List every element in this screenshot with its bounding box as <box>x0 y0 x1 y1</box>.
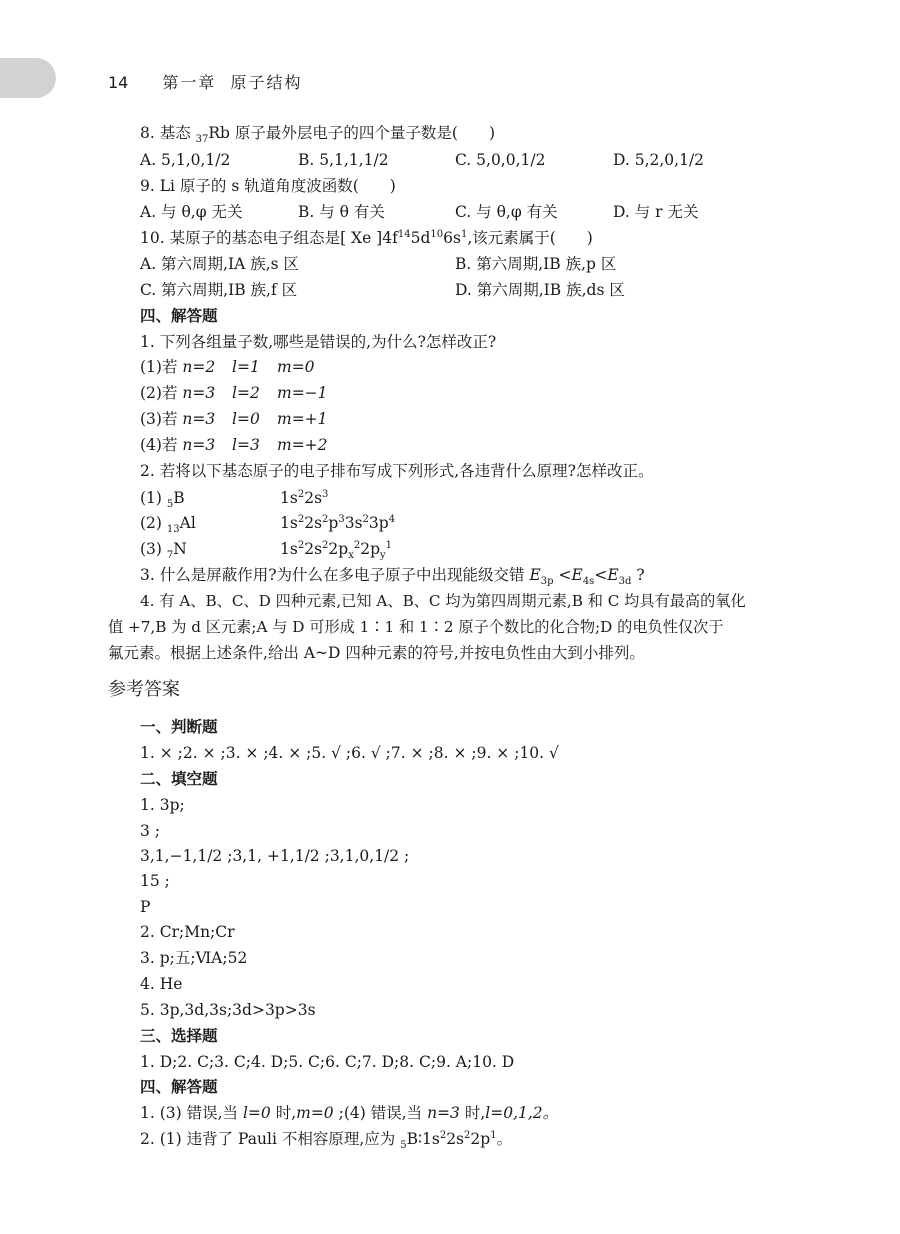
answers-section-3-title: 三、选择题 <box>140 1027 218 1045</box>
option-d: D. 5,2,0,1/2 <box>613 151 705 169</box>
essay-q4-line-1: 4. 有 A、B、C、D 四种元素,已知 A、B、C 均为第四周期元素,B 和 C 均具有最高的氧化 <box>140 592 746 610</box>
answers-section-2-title: 二、填空题 <box>140 770 218 788</box>
option-a: A. 5,1,0,1/2 <box>140 151 231 169</box>
question-8-stem: 8. 基态 $_{37}$Rb 原子最外层电子的四个量子数是( ) <box>140 124 496 146</box>
answers-title: 参考答案 <box>108 679 180 700</box>
answers-section-4-line-1: 1. (3) 错误,当 l=0 时,m=0 ;(4) 错误,当 n=3 时,l=0,1,2。 <box>140 1104 559 1122</box>
essay-q1-item-2: (2)若 n=3 l=2 m=−1 <box>140 384 328 402</box>
answers-section-4-line-2: 2. (1) 违背了 Pauli 不相容原理,应为 $_5B∶1s^22s^22p^1$。 <box>140 1129 513 1152</box>
option-d: D. 第六周期,ⅠB 族,ds 区 <box>455 281 625 299</box>
option-a: A. 第六周期,ⅠA 族,s 区 <box>140 255 300 273</box>
essay-q4-line-2: 值 +7,B 为 d 区元素;A 与 D 可形成 1∶1 和 1∶2 原子个数比的化合物;D 的电负性仅次于 <box>108 618 724 636</box>
section-4-title: 四、解答题 <box>140 307 218 325</box>
question-9-stem: 9. Li 原子的 s 轨道角度波函数( ) <box>140 177 396 195</box>
essay-q4-line-3: 氟元素。根据上述条件,给出 A~D 四种元素的符号,并按电负性由大到小排列。 <box>108 644 645 662</box>
option-c: C. 5,0,0,1/2 <box>455 151 546 169</box>
answers-section-2-line: P <box>140 898 151 916</box>
essay-q2-item-3: (3) $_7$N $1s^22s^22p_x^22p_y^1$ <box>140 539 393 562</box>
essay-q1-item-3: (3)若 n=3 l=0 m=+1 <box>140 410 328 428</box>
option-b: B. 第六周期,ⅠB 族,p 区 <box>455 255 617 273</box>
essay-q2-item-1: (1) $_5$B $1s^22s^3$ <box>140 488 329 511</box>
answers-section-3-line: 1. D;2. C;3. C;4. D;5. C;6. C;7. D;8. C;9. A;10. D <box>140 1053 515 1071</box>
answers-section-2-line: 2. Cr;Mn;Cr <box>140 923 235 941</box>
option-a: A. 与 θ,φ 无关 <box>140 203 243 221</box>
essay-q1-item-1: (1)若 n=2 l=1 m=0 <box>140 358 315 376</box>
option-d: D. 与 r 无关 <box>613 203 699 221</box>
option-c: C. 与 θ,φ 有关 <box>455 203 558 221</box>
answers-section-2-line: 5. 3p,3d,3s;3d>3p>3s <box>140 1001 316 1019</box>
essay-q1-item-4: (4)若 n=3 l=3 m=+2 <box>140 436 328 454</box>
answers-section-2-line: 3,1,−1,1/2 ;3,1, +1,1/2 ;3,1,0,1/2 ; <box>140 847 410 865</box>
essay-q1-stem: 1. 下列各组量子数,哪些是错误的,为什么?怎样改正? <box>140 333 497 351</box>
answers-section-2-line: 15 ; <box>140 872 170 890</box>
chapter-title: 第一章 原子结构 <box>162 73 303 92</box>
answers-section-2-line: 4. He <box>140 975 183 993</box>
essay-q3: 3. 什么是屏蔽作用?为什么在多电子原子中出现能级交错 $E_{3p} <E_{4s}<E_{3d}$ ? <box>140 566 645 588</box>
chapter-tab-marker <box>0 58 56 98</box>
answers-section-4-title: 四、解答题 <box>140 1078 218 1096</box>
answers-section-2-line: 3. p;五;ⅥA;52 <box>140 949 248 967</box>
answers-section-1-title: 一、判断题 <box>140 718 218 736</box>
page-header <box>108 70 303 93</box>
option-c: C. 第六周期,ⅠB 族,f 区 <box>140 281 298 299</box>
essay-q2-item-2: (2) $_{13}$Al $1s^22s^2p^33s^23p^4$ <box>140 513 396 536</box>
answers-section-2-line: 3 ; <box>140 822 161 840</box>
question-10-stem: 10. 某原子的基态电子组态是[ Xe ]$4f^{14}5d^{10}6s^1$,该元素属于( ) <box>140 228 593 247</box>
essay-q2-stem: 2. 若将以下基态原子的电子排布写成下列形式,各违背什么原理?怎样改正。 <box>140 462 654 480</box>
option-b: B. 5,1,1,1/2 <box>298 151 389 169</box>
answers-section-1-line: 1. × ;2. × ;3. × ;4. × ;5. √ ;6. √ ;7. × ;8. × ;9. × ;10. √ <box>140 744 559 762</box>
answers-section-2-line: 1. 3p; <box>140 796 185 814</box>
page-number: 14 <box>108 73 129 92</box>
option-b: B. 与 θ 有关 <box>298 203 385 221</box>
